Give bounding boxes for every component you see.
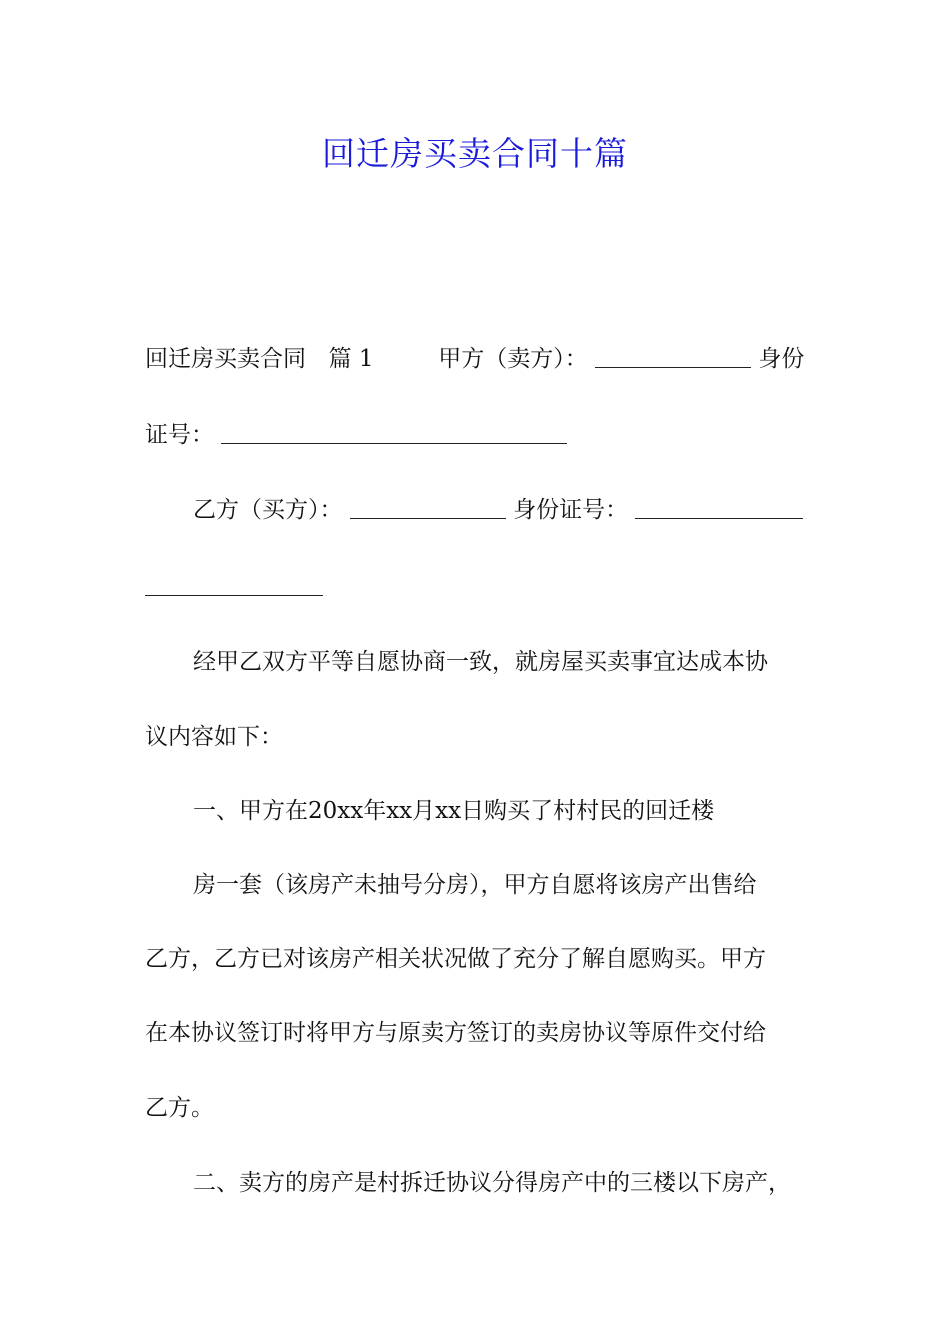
party-b-id-continuation: [145, 572, 835, 602]
party-a-id-label-part2: 证号：: [145, 422, 214, 448]
party-b-id-label: 身份证号：: [513, 497, 629, 523]
clause-1-line-3: 乙方，乙方已对该房产相关状况做了充分了解自愿购买。甲方: [145, 946, 766, 972]
document-title: 回迁房买卖合同十篇: [322, 134, 628, 173]
party-b-id-blank-continued: [145, 575, 323, 596]
party-b-line: [193, 495, 883, 525]
party-b-name-blank: [350, 498, 506, 519]
party-a-id-blank: [221, 423, 567, 444]
party-a-label: 甲方（卖方）：: [438, 346, 588, 372]
intro-paragraph-line-1: 经甲乙双方平等自愿协商一致，就房屋买卖事宜达成本协: [193, 649, 768, 675]
party-a-name-blank: [595, 347, 751, 368]
contract-heading-label: 回迁房买卖合同: [145, 346, 306, 372]
clause-1-line-1: 一、甲方在20xx年xx月xx日购买了村村民的回迁楼: [193, 798, 715, 824]
clause-1-line-2: 房一套（该房产未抽号分房），甲方自愿将该房产出售给: [193, 872, 757, 898]
party-b-label: 乙方（买方）：: [193, 497, 343, 523]
heading-line: [145, 344, 835, 374]
clause-1-line-4: 在本协议签订时将甲方与原卖方签订的卖房协议等原件交付给: [145, 1020, 766, 1046]
contract-heading-number: 篇 1: [328, 346, 374, 372]
intro-paragraph-line-2: 议内容如下：: [145, 724, 283, 750]
party-a-id-label-part1: 身份: [758, 346, 805, 372]
clause-2-line-1: 二、卖方的房产是村拆迁协议分得房产中的三楼以下房产，: [193, 1170, 791, 1196]
party-b-id-blank: [635, 498, 803, 519]
party-a-id-line: [145, 420, 835, 450]
clause-1-line-5: 乙方。: [145, 1095, 214, 1121]
